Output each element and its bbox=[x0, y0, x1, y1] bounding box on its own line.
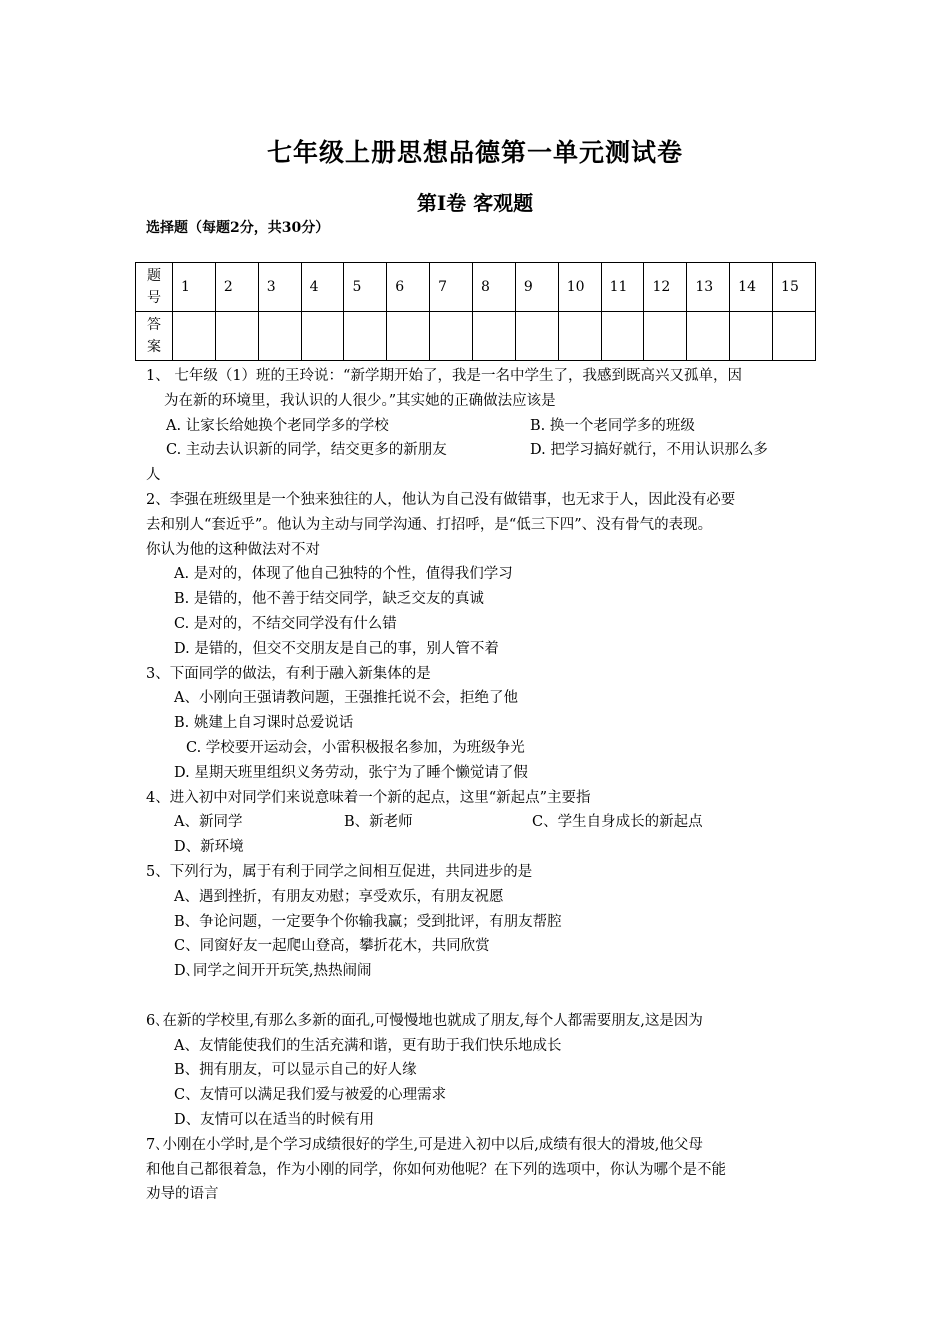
question-number: 13 bbox=[687, 263, 730, 312]
answer-table bbox=[135, 262, 816, 361]
option-a: A. 是对的，体现了他自己独特的个性，值得我们学习 bbox=[174, 566, 513, 583]
question-2-stem-cont: 去和别人“套近乎”。他认为主动与同学沟通、打招呼，是“低三下四”、没有骨气的表现。 bbox=[146, 516, 713, 533]
question-number: 1 bbox=[173, 263, 216, 312]
option-a: A、友情能使我们的生活充满和谐，更有助于我们快乐地成长 bbox=[174, 1037, 562, 1054]
option-a: A. 让家长给她换个老同学多的学校 bbox=[166, 417, 389, 434]
answer-cell[interactable] bbox=[258, 312, 301, 361]
answer-cell[interactable] bbox=[558, 312, 601, 361]
question-6-stem: 6､在新的学校里,有那么多新的面孔,可慢慢地也就成了朋友,每个人都需要朋友,这是因为 bbox=[146, 1012, 703, 1029]
answer-cell[interactable] bbox=[387, 312, 430, 361]
option-b: B、拥有朋友，可以显示自己的好人缘 bbox=[174, 1062, 417, 1079]
question-number: 14 bbox=[730, 263, 773, 312]
option-a: A、小刚向王强请教问题，王强推托说不会，拒绝了他 bbox=[174, 690, 518, 707]
answer-cell[interactable] bbox=[687, 312, 730, 361]
question-number: 12 bbox=[644, 263, 687, 312]
answer-cell[interactable] bbox=[344, 312, 387, 361]
question-3-stem: 3、下面同学的做法，有利于融入新集体的是 bbox=[146, 665, 431, 682]
option-b: B. 换一个老同学多的班级 bbox=[530, 417, 695, 434]
question-number: 10 bbox=[558, 263, 601, 312]
question-4-options bbox=[146, 810, 818, 835]
question-2-stem-cont: 你认为他的这种做法对不对 bbox=[146, 541, 320, 558]
question-5-stem: 5、下列行为，属于有利于同学之间相互促进，共同进步的是 bbox=[146, 863, 533, 880]
option-b: B、争论问题，一定要争个你输我赢；受到批评，有朋友帮腔 bbox=[174, 913, 562, 930]
spacer bbox=[146, 984, 818, 1009]
option-d: D、友情可以在适当的时候有用 bbox=[174, 1111, 375, 1128]
answer-cell[interactable] bbox=[601, 312, 644, 361]
option-c: C. 是对的，不结交同学没有什么错 bbox=[174, 615, 397, 632]
option-d: D､同学之间开开玩笑,热热闹闹 bbox=[174, 963, 372, 980]
answer-cell[interactable] bbox=[301, 312, 344, 361]
question-4-stem: 4、进入初中对同学们来说意味着一个新的起点，这里“新起点”主要指 bbox=[146, 789, 591, 806]
answer-row bbox=[136, 312, 816, 361]
option-d: D. 星期天班里组织义务劳动，张宁为了睡个懒觉请了假 bbox=[174, 764, 528, 781]
question-number: 3 bbox=[258, 263, 301, 312]
row-header-number: 题 号 bbox=[136, 263, 173, 312]
option-d: D. 是错的，但交不交朋友是自己的事，别人管不着 bbox=[174, 640, 499, 657]
option-c: C、友情可以满足我们爱与被爱的心理需求 bbox=[174, 1087, 447, 1104]
option-a: A、遇到挫折，有朋友劝慰；享受欢乐，有朋友祝愿 bbox=[174, 888, 504, 905]
questions-body bbox=[146, 364, 818, 1207]
row-header-answer: 答 案 bbox=[136, 312, 173, 361]
option-c: C. 主动去认识新的同学，结交更多的新朋友 bbox=[166, 442, 447, 459]
question-number: 11 bbox=[601, 263, 644, 312]
question-1-stem-cont: 为在新的环境里，我认识的人很少。”其实她的正确做法应该是 bbox=[164, 392, 556, 409]
question-1-options-ab bbox=[146, 414, 818, 439]
option-c: C. 学校要开运动会，小雷积极报名参加，为班级争光 bbox=[186, 739, 525, 756]
question-7-stem-cont: 劝导的语言 bbox=[146, 1186, 219, 1203]
answer-cell[interactable] bbox=[173, 312, 216, 361]
answer-cell[interactable] bbox=[644, 312, 687, 361]
option-d: D. 把学习搞好就行，不用认识那么多 bbox=[530, 442, 768, 459]
answer-cell[interactable] bbox=[215, 312, 258, 361]
question-number: 7 bbox=[430, 263, 473, 312]
answer-cell[interactable] bbox=[430, 312, 473, 361]
question-7-stem-cont: 和他自己都很着急，作为小刚的同学，你如何劝他呢？在下列的选项中，你认为哪个是不能 bbox=[146, 1161, 726, 1178]
page-title: 七年级上册思想品德第一单元测试卷 bbox=[266, 138, 683, 167]
question-number: 6 bbox=[387, 263, 430, 312]
option-d-cont: 人 bbox=[146, 467, 161, 484]
question-2-stem: 2、李强在班级里是一个独来独往的人，他认为自己没有做错事，也无求于人，因此没有必要 bbox=[146, 491, 736, 508]
section-instructions: 选择题（每题2分，共30分） bbox=[146, 220, 330, 236]
question-1-stem: 1、 七年级（1）班的王玲说：“新学期开始了，我是一名中学生了，我感到既高兴又孤单，因 bbox=[146, 368, 742, 384]
answer-cell[interactable] bbox=[473, 312, 516, 361]
option-b: B. 是错的，他不善于结交同学，缺乏交友的真诚 bbox=[174, 591, 484, 608]
option-b: B、新老师 bbox=[344, 814, 413, 831]
question-number: 9 bbox=[515, 263, 558, 312]
question-number: 4 bbox=[301, 263, 344, 312]
question-7-stem: 7､小刚在小学时,是个学习成绩很好的学生,可是进入初中以后,成绩有很大的滑坡,他父母 bbox=[146, 1136, 703, 1153]
answer-cell[interactable] bbox=[515, 312, 558, 361]
option-a: A、新同学 bbox=[174, 814, 243, 831]
question-number: 8 bbox=[473, 263, 516, 312]
question-number-row bbox=[136, 263, 816, 312]
section-heading: 第Ⅰ卷 客观题 bbox=[416, 191, 534, 215]
answer-cell[interactable] bbox=[730, 312, 773, 361]
option-c: C、学生自身成长的新起点 bbox=[532, 814, 703, 831]
option-b: B. 姚建上自习课时总爱说话 bbox=[174, 715, 354, 732]
question-number: 2 bbox=[215, 263, 258, 312]
question-number: 5 bbox=[344, 263, 387, 312]
answer-cell[interactable] bbox=[773, 312, 816, 361]
question-number: 15 bbox=[773, 263, 816, 312]
option-d: D、新环境 bbox=[174, 839, 244, 856]
question-1-options-cd bbox=[146, 438, 818, 463]
option-c: C、同窗好友一起爬山登高，攀折花木，共同欣赏 bbox=[174, 938, 490, 955]
